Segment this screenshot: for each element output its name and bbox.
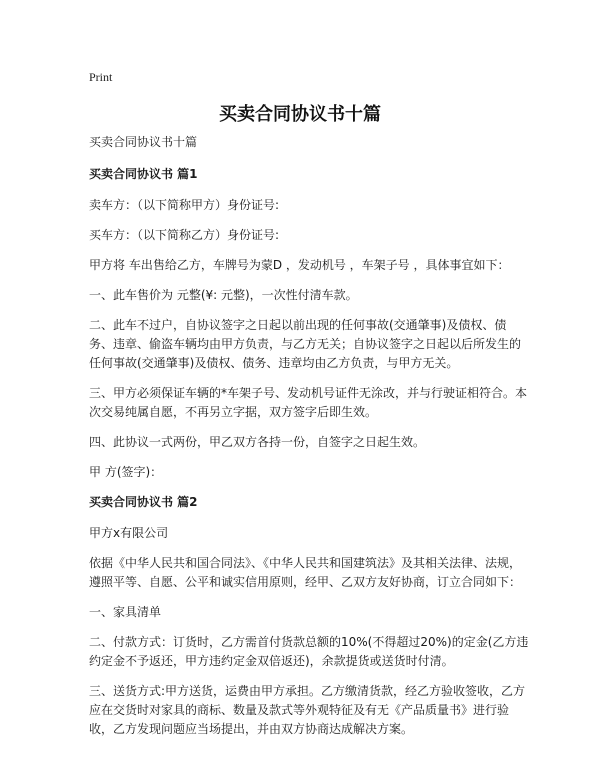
paragraph: 买车方：（以下简称乙方）身份证号:: [89, 228, 280, 242]
paragraph: 二、付款方式：订货时，乙方需首付货款总额的10%(不得超过20%)的定金(乙方违约定金不予返还，甲方违约定金双倍返还)，余款提货或送货时付清。: [89, 635, 529, 668]
paragraph: 一、家具清单: [89, 605, 162, 619]
paragraph: 四、此协议一式两份，甲乙双方各持一份，自签字之日起生效。: [89, 435, 426, 449]
document-subtitle: 买卖合同协议书十篇: [89, 135, 198, 149]
paragraph: 依据《中华人民共和国合同法》、《中华人民共和国建筑法》及其相关法律、法规，遵照平等、自愿、公平和诚实信用原则，经甲、乙双方友好协商，订立合同如下：: [89, 556, 522, 589]
print-label[interactable]: Print: [89, 70, 113, 84]
section-heading-1: 买卖合同协议书 篇1: [89, 167, 198, 181]
paragraph: 甲方x有限公司: [89, 526, 169, 540]
paragraph: 一、此车售价为 元整(¥: 元整)，一次性付清车款。: [89, 288, 358, 302]
paragraph: 甲 方(签字)：: [89, 465, 163, 479]
page-title: 买卖合同协议书十篇: [219, 104, 381, 125]
section-heading-2: 买卖合同协议书 篇2: [89, 495, 198, 509]
paragraph: 二、此车不过户，自协议签字之日起以前出现的任何事故(交通肇事)及债权、债务、违章、偷盗车辆均由甲方负责，与乙方无关；自协议签字之日起以后所发生的任何事故(交通肇事)及债权、债务、违章均由乙方负责，与甲方无关。: [89, 318, 522, 370]
paragraph: 三、送货方式:甲方送货，运费由甲方承担。乙方缴清货款，经乙方验收签收，乙方应在交货时对家具的商标、数量及款式等外观特征及有无《产品质量书》进行验收，乙方发现问题应当场提出，并由双方协商达成解决方案。: [89, 684, 526, 736]
paragraph: 三、甲方必须保证车辆的*车架子号、发动机号证件无涂改，并与行驶证相符合。本次交易纯属自愿，不再另立字据，双方签字后即生效。: [89, 386, 528, 419]
paragraph: 甲方将 车出售给乙方，车牌号为蒙D ，发动机号 ，车架子号 ，具体事宜如下：: [89, 258, 510, 272]
paragraph: 卖车方：（以下简称甲方）身份证号:: [89, 198, 280, 212]
document-body: [89, 133, 529, 750]
